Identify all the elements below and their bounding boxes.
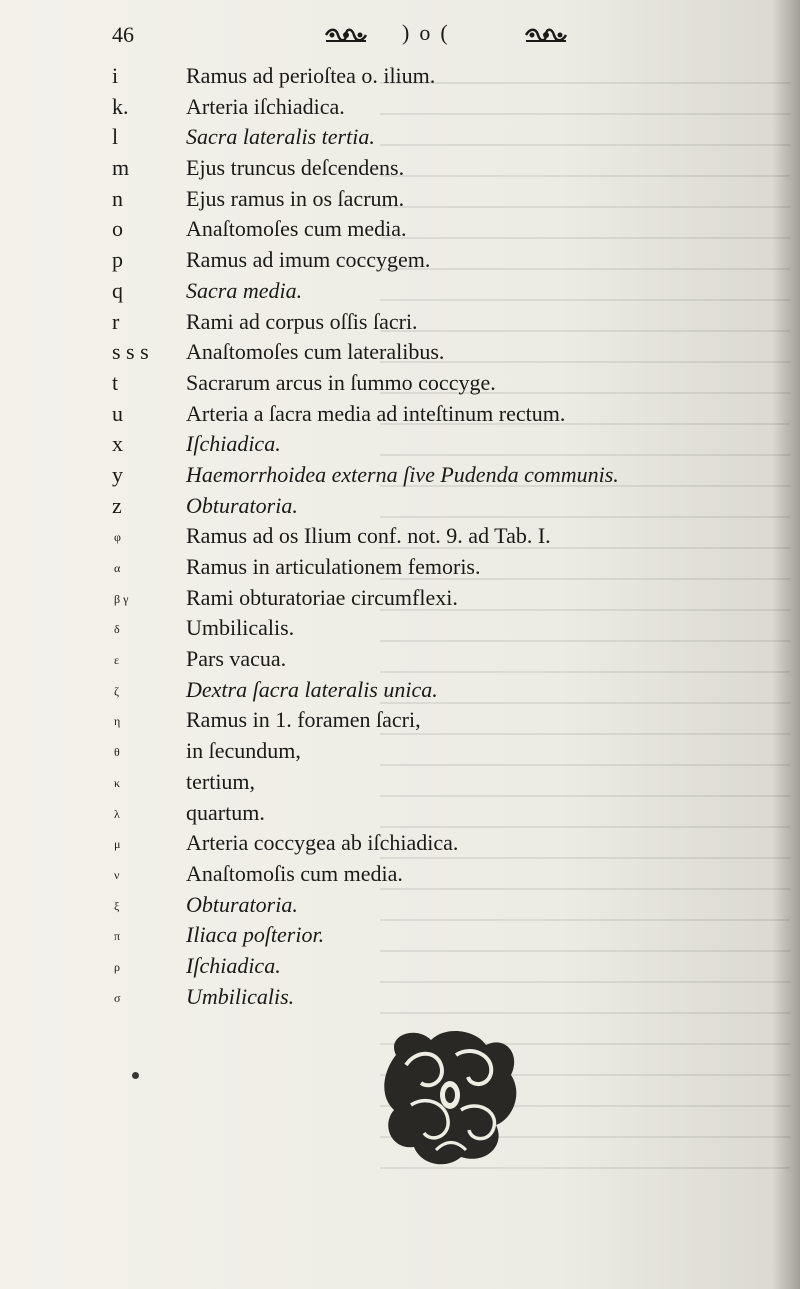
printer-ornament-left: [324, 26, 368, 44]
legend-key: ζ: [114, 683, 119, 698]
legend-row: [112, 984, 672, 1015]
legend-key: π: [114, 929, 121, 944]
legend-key: σ: [114, 990, 121, 1005]
legend-row: [112, 738, 672, 769]
legend-description: Sacra media.: [186, 277, 303, 303]
legend-description: Ramus ad perioſtea o. ilium.: [186, 63, 436, 88]
legend-key: t: [112, 369, 119, 395]
legend-row: [112, 186, 672, 217]
running-head: )o(: [402, 20, 458, 45]
ink-spot: [132, 1072, 139, 1079]
legend-row: [112, 677, 672, 708]
legend-key: ε: [114, 653, 120, 668]
legend-description: Ejus ramus in os ſacrum.: [186, 185, 405, 211]
legend-key: r: [112, 308, 120, 334]
legend-description: Dextra ſacra lateralis unica.: [186, 676, 438, 702]
legend-description: quartum.: [186, 799, 265, 825]
page-edge-shadow: [772, 0, 800, 1289]
legend-description: Pars vacua.: [186, 646, 287, 672]
legend-row: [112, 155, 672, 186]
legend-key: m: [112, 155, 130, 181]
legend-description: Obturatoria.: [186, 891, 298, 917]
legend-row: [112, 953, 672, 984]
legend-row: [112, 922, 672, 953]
legend-key: i: [112, 63, 119, 88]
page-number: 46: [112, 22, 134, 47]
legend-description: Umbilicalis.: [186, 983, 295, 1009]
legend-row: [112, 431, 672, 462]
legend-key: y: [112, 461, 123, 487]
tailpiece-ornament: [376, 1025, 524, 1170]
legend-row: [112, 124, 672, 155]
legend-key: x: [112, 431, 123, 457]
legend-key: s s s: [112, 339, 149, 365]
legend-row: [112, 615, 672, 646]
legend-description: Ramus in 1. foramen ſacri,: [186, 707, 421, 733]
legend-description: Anaſtomoſes cum media.: [186, 216, 407, 242]
legend-row: [112, 278, 672, 309]
legend-row: [112, 523, 672, 554]
legend-key: φ: [114, 530, 121, 545]
legend-description: Anaſtomoſes cum lateralibus.: [186, 339, 445, 365]
printer-ornament-right: [524, 26, 568, 44]
legend-description: Arteria iſchiadica.: [186, 93, 345, 119]
legend-row: [112, 769, 672, 800]
legend-row: [112, 94, 672, 125]
legend-description: Obturatoria.: [186, 492, 298, 518]
legend-key: ν: [114, 867, 120, 882]
legend-description: Ramus in articulationem femoris.: [186, 554, 481, 579]
legend-key: n: [112, 185, 123, 211]
legend-description: Umbilicalis.: [186, 615, 295, 641]
legend-row: [112, 309, 672, 340]
legend-key: ξ: [114, 898, 120, 913]
legend-key: α: [114, 561, 121, 575]
legend-description: in ſecundum,: [186, 738, 301, 764]
legend-row: [112, 339, 672, 370]
legend-key: z: [112, 492, 122, 518]
legend-key: k.: [112, 93, 129, 119]
legend-row: [112, 830, 672, 861]
legend-key: δ: [114, 622, 120, 637]
legend-description: Sacrarum arcus in ſummo coccyge.: [186, 369, 496, 395]
legend-row: [112, 401, 672, 432]
legend-key: μ: [114, 837, 121, 852]
legend-description: tertium,: [186, 768, 256, 794]
legend-description: Rami obturatoriae circumflexi.: [186, 584, 458, 610]
legend-row: [112, 707, 672, 738]
legend-description: Arteria coccygea ab iſchiadica.: [186, 830, 459, 856]
legend-list: [112, 63, 672, 1014]
legend-row: [112, 370, 672, 401]
legend-row: [112, 493, 672, 524]
legend-description: Ejus truncus deſcendens.: [186, 155, 405, 181]
legend-key: p: [112, 247, 123, 273]
legend-description: Arteria a ſacra media ad inteſtinum rectum.: [186, 400, 566, 426]
legend-row: [112, 216, 672, 247]
page-header: [112, 20, 592, 52]
legend-key: o: [112, 216, 123, 242]
legend-key: κ: [114, 775, 121, 790]
legend-key: θ: [114, 745, 120, 760]
legend-description: Iſchiadica.: [186, 952, 281, 978]
legend-description: Ramus ad os Ilium conf. not. 9. ad Tab. I.: [186, 523, 551, 549]
legend-description: Ramus ad imum coccygem.: [186, 247, 431, 273]
legend-description: Haemorrhoidea externa ſive Pudenda communis.: [186, 461, 619, 487]
legend-key: λ: [114, 806, 120, 821]
legend-row: [112, 462, 672, 493]
legend-key: u: [112, 400, 123, 426]
legend-description: Iſchiadica.: [186, 431, 281, 457]
legend-row: [112, 800, 672, 831]
legend-description: Sacra lateralis tertia.: [186, 124, 375, 150]
legend-row: [112, 861, 672, 892]
legend-row: [112, 892, 672, 923]
legend-row: [112, 646, 672, 677]
legend-description: Iliaca poſterior.: [186, 922, 325, 948]
legend-description: Rami ad corpus oſſis ſacri.: [186, 308, 418, 334]
legend-key: l: [112, 124, 119, 150]
legend-key: β γ: [114, 591, 129, 606]
legend-row: [112, 554, 672, 585]
legend-description: Anaſtomoſis cum media.: [186, 860, 403, 886]
legend-key: q: [112, 277, 123, 303]
legend-key: η: [114, 714, 121, 729]
legend-row: [112, 247, 672, 278]
legend-row: [112, 63, 672, 94]
legend-key: ρ: [114, 959, 120, 974]
legend-row: [112, 585, 672, 616]
